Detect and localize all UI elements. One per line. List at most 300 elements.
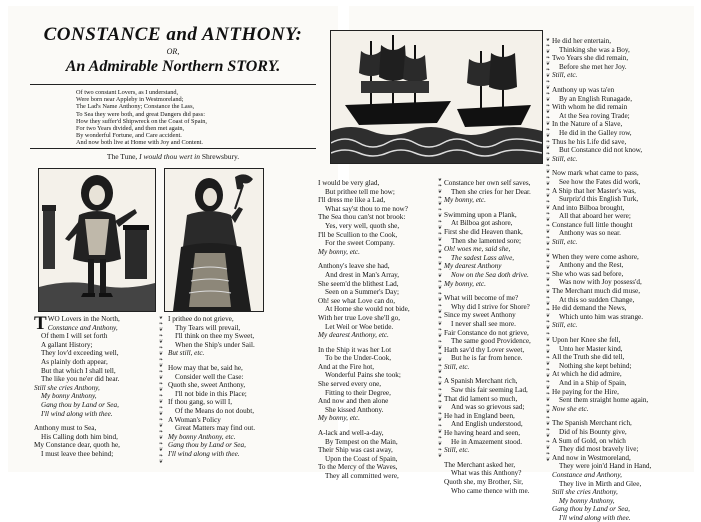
verse-text: And now and then alone [318,397,389,406]
verse-line [34,384,158,393]
verse-text: What say'st thou to me now? [325,204,408,213]
verse-text: Still she cries Anthony, [552,488,618,497]
verse-text: Constance her own self saves, [444,179,531,187]
verse-line [444,303,544,312]
verse-line [34,433,158,442]
verse-text: They did most bravely live; [559,445,639,454]
summary-line: Were born near Appleby in Westmoreland; [76,96,184,104]
verse-text: My dearest Anthony [444,262,502,271]
verse-text: At Bilboa got ashore, [451,219,513,228]
verse-text: They live in Mirth and Glee, [559,479,642,488]
verse-line [552,46,686,55]
ballad-subtitle: An Admirable Northern STORY. [65,58,281,75]
verse-text: Anthony's leave she had, [318,262,390,271]
ballad-title: CONSTANCE and ANTHONY: [43,24,303,45]
verse-text: My bonny, etc. [444,196,486,205]
verse-text: And into Bilboa brought, [552,203,625,212]
verse-text: A Spanish Merchant rich, [444,377,518,386]
verse-text: Upon the Coast of Spain, [325,454,398,463]
verse-line [444,320,544,329]
verse-text: All the Truth she did tell, [552,353,625,362]
verse-line [552,304,686,313]
verse-text: Before she met her Joy. [559,62,627,71]
verse-text: Constance and Anthony, [552,470,622,479]
verse-line [444,228,544,237]
woodcut-ships-image [330,30,543,164]
verse-text: Thy Tears will prevail, [175,323,241,332]
verse-text: If thou gang, so will I, [168,398,233,407]
tune-line [8,152,338,161]
verse-text: When the Ship's under Sail. [175,340,255,349]
verse-text: Still, etc. [444,362,470,371]
verse-text: Anthony up was ta'en [552,85,615,94]
verse-text: Now mark what came to pass, [552,169,639,178]
verse-text: Let Weil or Woe betide. [325,322,394,331]
verse-line [552,321,686,330]
verse-line [318,414,442,423]
verse-text: Still, etc. [552,321,578,330]
verse-text: The Merchant much did muse, [552,287,641,296]
verse-line [318,205,442,214]
verse-text: My bonny, etc. [318,247,360,256]
verse-text: Of the Means do not doubt, [175,406,255,415]
verse-line [552,445,686,454]
verse-text: Who came thence with me. [451,486,530,495]
verse-line [444,311,544,320]
verse-text: They were join'd Hand in Hand, [559,462,652,471]
verse-line [444,461,544,470]
verse-line [552,471,686,480]
verse-text: With whom he did remain [552,103,628,112]
verse-line [552,112,686,121]
summary-line: For two Years divided, and then met again, [76,125,185,133]
verse-text: My bonny, etc. [444,279,486,288]
verse-text: To be the Under-Cook, [325,354,392,363]
verse-line [552,488,686,497]
verse-line [552,379,686,388]
verse-text: That did lament so much, [444,394,518,403]
verse-line [168,407,296,416]
verse-text: I would be very glad, [318,179,380,187]
verse-line [552,95,686,104]
verse-line [552,129,686,138]
verse-line [552,221,686,230]
verse-line [444,363,544,372]
verse-line [168,416,296,425]
verse-line [318,354,442,363]
verse-text: By an English Runagade, [559,94,633,103]
verse-text: My bonny Anthony, [41,392,97,401]
verse-text: He in Amazement stood. [451,437,523,446]
verse-line [552,396,686,405]
verse-line [444,446,544,455]
verse-line [168,390,296,399]
verse-line [168,373,296,382]
verse-line [318,429,442,438]
verse-line [552,146,686,155]
verse-line [552,370,686,379]
verse-line [34,349,158,358]
verse-text: The like you ne'er did hear. [41,375,120,384]
verse-line [444,337,544,346]
divider-rule [30,84,316,85]
verse-text: Still, etc. [552,154,578,163]
verse-line [34,410,158,419]
tune-place: Shrewsbury. [201,152,240,161]
verse-text: I must leave thee behind; [41,449,114,458]
verse-line [552,212,686,221]
verse-column-3 [318,179,442,481]
summary-line: And now both live at Home with Joy and Content. [76,139,203,147]
verse-line [34,450,158,459]
verse-line [444,377,544,386]
verse-text: Since my sweet Anthony [444,311,516,320]
verse-line [318,446,442,455]
verse-line [552,37,686,46]
verse-text: And drest in Man's Array, [325,270,400,279]
verse-text: At which he did admire, [552,370,622,379]
verse-line [444,271,544,280]
verse-line [444,254,544,263]
verse-line [318,271,442,280]
verse-text: He did her entertain, [552,37,612,45]
verse-line [168,364,296,373]
verse-text: My bonny Anthony, [559,496,615,505]
verse-line [552,155,686,164]
verse-text: What was this Anthony? [451,469,522,478]
verse-line [34,341,158,350]
summary-line: The Lad's Name Anthony; Constance the Lass, [76,103,195,111]
verse-text: I'll wind along with thee. [168,449,240,458]
verse-text: Still, etc. [552,238,578,247]
verse-line [444,429,544,438]
verse-text: But still, etc. [168,349,205,358]
verse-line [552,428,686,437]
verse-line [168,433,296,442]
verse-line [318,188,442,197]
verse-text: With her true Love she'll go, [318,313,401,322]
verse-text: Yes, very well, quoth she, [325,221,400,230]
verse-text: They all committed were, [325,472,399,480]
verse-line [552,54,686,63]
verse-text: Gang thou by Land or Sea, [41,400,119,409]
verse-line [444,403,544,412]
ornament-border: ❦ ❧ ❦ ❧ ❦ ❧ ❦ ❧ ❦ ❧ ❦ ❧ ❦ ❧ ❦ ❧ ❦ ❧ ❦ ❧ ❦ ❧ ❦ ❧ ❦ ❧ ❦ ❧ ❦ ❧ ❦ ❧ ❦ ❧ ❦ ❧ ❦ ❧ ❦ ❧ ❦ ❧ ❦ ❧ ❦ ❧ ❦ [437,178,443,459]
verse-text: He did demand the News, [552,304,627,313]
verse-text: Two Years she did remain, [552,54,629,63]
verse-text: I'll wind along with thee. [41,409,113,418]
tune-name: I would thou wert in [139,152,201,161]
verse-text: A Sum of Gold, on which [552,436,626,445]
verse-text: Fitting to their Degree, [325,388,391,397]
verse-text: Thinking she was a Boy, [559,45,630,54]
verse-text: Of them I will set forth [41,332,108,341]
verse-line [34,441,158,450]
verse-line [168,450,296,459]
verse-line [318,213,442,222]
verse-line [552,86,686,95]
verse-text: The Sea thou can'st not brook: [318,213,406,222]
summary-verse [76,89,296,147]
verse-line [552,204,686,213]
verse-text: How may that be, said he, [168,363,243,372]
verse-text: And was so grievous sad; [451,403,525,412]
verse-text: When they were come ashore, [552,252,639,261]
verse-line [552,497,686,506]
verse-line [34,367,158,376]
verse-text: Then she cries for her Dear. [451,187,531,196]
verse-text: In the Ship it was her Lot [318,345,392,354]
verse-text: A Woman's Policy [168,415,221,424]
verse-text: At the Sea roving Trade; [559,111,630,120]
verse-text: Why did I strive for Shore? [451,302,530,311]
summary-line: To Sea they were both, and great Dangers did pass: [76,110,205,118]
verse-text: I'll dress me like a Lad, [318,196,386,205]
verse-line [444,262,544,271]
verse-line [444,487,544,496]
verse-line [552,462,686,471]
verse-line [552,514,686,522]
verse-text: By Tempest on the Main, [325,437,398,446]
verse-text: Gang thou by Land or Sea, [168,441,246,450]
summary-line: By wonderful Fortune, and Care accident. [76,132,182,140]
verse-text: First she did Heaven thank, [444,227,523,236]
verse-text: Anthony must to Sea, [34,424,97,433]
verse-line [444,329,544,338]
verse-line [444,294,544,303]
verse-line [318,305,442,314]
verse-line [552,388,686,397]
verse-text: He had in England been, [444,411,515,420]
verse-text: A Ship that her Master's was, [552,186,636,195]
verse-text: I'll be Scullion to the Cook, [318,230,398,239]
verse-line [552,353,686,362]
verse-line [168,398,296,407]
verse-line [318,371,442,380]
ornament-border: ❦ ❧ ❦ ❧ ❦ ❧ ❦ ❧ ❦ ❧ ❦ ❧ ❦ ❧ ❦ ❧ ❦ ❧ ❦ ❧ ❦ ❧ ❦ ❧ ❦ ❧ ❦ ❧ ❦ ❧ ❦ ❧ ❦ ❧ ❦ ❧ ❦ ❧ ❦ ❧ ❦ ❧ ❦ ❧ ❦ ❧ ❦ ❧ ❦ ❧ ❦ ❧ ❦ ❧ ❦ ❧ ❦ ❧ ❦ ❧ ❦ ❧ ❦ ❧ ❦ ❧ ❦ ❧ ❦ ❧ ❦ [545,38,551,463]
verse-line [444,188,544,197]
verse-line [552,480,686,489]
verse-text: But that which I shall tell, [41,366,116,375]
verse-text: She seem'd the blithest Lad, [318,279,399,288]
verse-text: Their Ship was cast away, [318,446,393,455]
verse-text: I never shall see more. [451,319,516,328]
verse-line [552,278,686,287]
verse-line [552,437,686,446]
verse-line [34,401,158,410]
verse-text: All that aboard her were; [559,212,631,221]
verse-line [552,454,686,463]
verse-text: The Merchant asked her, [444,460,516,469]
verse-line [34,375,158,384]
verse-line [318,463,442,472]
verse-text: Which unto him was strange. [559,312,644,321]
verse-text: Sent them straight home again, [559,396,649,405]
verse-text: Still, etc. [552,71,578,80]
verse-text: They lov'd exceeding well, [41,349,119,358]
verse-line [318,363,442,372]
verse-column-2 [168,315,296,459]
verse-text: The Spanish Merchant rich, [552,419,632,428]
verse-text: I'll think on thee my Sweet, [175,332,255,341]
verse-text: Upon her Knee she fell, [552,336,621,344]
verse-text: Constance and Anthony, [47,323,118,332]
verse-line [552,261,686,270]
verse-line [552,287,686,296]
verse-text: My bonny Anthony, etc. [168,432,236,441]
verse-line [552,270,686,279]
verse-line [552,505,686,514]
verse-line [318,397,442,406]
summary-line: Of two constant Lovers, as I understand, [76,89,179,96]
verse-text: He paying for the Hire, [552,387,619,396]
verse-text: And in a Ship of Spain, [559,378,627,387]
verse-text: What will become of me? [444,294,519,303]
verse-line [318,331,442,340]
verse-line [444,412,544,421]
verse-line [552,229,686,238]
verse-line [444,438,544,447]
verse-text: To the Mercy of the Waves, [318,463,398,472]
verse-line [168,332,296,341]
verse-line [168,381,296,390]
verse-line [552,296,686,305]
verse-line [552,71,686,80]
verse-line [552,63,686,72]
verse-line [318,248,442,257]
verse-line [552,345,686,354]
verse-text: Now on the Sea doth drive. [451,270,529,279]
verse-line [318,179,442,188]
verse-text: Oh! woes me, said she, [444,245,511,254]
verse-line [444,354,544,363]
verse-line [552,362,686,371]
verse-line [168,441,296,450]
verse-line [318,455,442,464]
verse-text: I prithee do not grieve, [168,315,234,323]
verse-line [444,237,544,246]
verse-text: Unto her Master kind, [559,344,623,353]
verse-line [318,389,442,398]
verse-text: I'll not bide in this Place; [175,389,247,398]
verse-text: The sadest Lass alive, [451,253,515,262]
verse-column-5 [552,37,686,522]
verse-text: She kissed Anthony. [325,405,384,414]
verse-text: But he is far from hence. [451,354,523,363]
verse-line [444,469,544,478]
verse-text: Still, etc. [444,446,470,455]
verse-text: Saw this fair seeming Lad, [451,386,528,395]
verse-text: At this so sudden Change, [559,295,635,304]
verse-line [318,438,442,447]
verse-line [34,332,158,341]
verse-line [168,315,296,324]
verse-text: Thus he his Life did save, [552,137,627,146]
verse-text: Now she etc. [552,404,589,413]
verse-text: A gallant History; [41,340,93,349]
verse-text: She served every one, [318,380,382,389]
verse-line [318,472,442,481]
verse-text: Hath sav'd thy Lover sweet, [444,345,525,354]
verse-line [318,262,442,271]
verse-text: My dearest Anthony, etc. [318,331,389,340]
verse-text: The same good Providence, [451,337,531,346]
verse-text: He did in the Galley row, [559,128,632,137]
verse-line [318,288,442,297]
verse-text: Seen on a Summer's Day; [325,288,399,297]
verse-line [444,420,544,429]
divider-rule [30,148,316,149]
verse-line [552,120,686,129]
verse-text: My Constance dear, quoth he, [34,441,120,450]
verse-text: Was now with Joy possess'd, [559,278,642,287]
verse-text: I'll wind along with thee. [559,513,631,522]
verse-line [34,392,158,401]
verse-line [318,380,442,389]
verse-text: Consider well the Case: [175,372,244,381]
verse-line [168,349,296,358]
verse-line [318,280,442,289]
verse-line [318,314,442,323]
verse-line [444,179,544,188]
verse-text: But prithee tell me how; [325,187,395,196]
verse-column-1 [34,315,158,459]
verse-line [552,187,686,196]
verse-text: She who was sad before, [552,269,624,278]
verse-text: Oh! see what Love can do, [318,296,396,305]
verse-line [444,386,544,395]
verse-text: Anthony and the Rest, [559,261,624,270]
verse-line [552,336,686,345]
verse-text: He having heard and seen, [444,429,521,438]
verse-text: At Home she would not bide, [325,305,410,314]
verse-text: His Calling doth him bind, [41,432,118,441]
verse-column-4 [444,179,544,495]
verse-line [552,405,686,414]
verse-line [318,231,442,240]
verse-line [444,196,544,205]
verse-text: Still she cries Anthony, [34,383,100,392]
title-or: OR, [166,47,180,56]
verse-line [168,424,296,433]
verse-line [444,280,544,289]
verse-text: Wonderful Pains she took; [325,371,401,380]
verse-line [552,313,686,322]
verse-text: Nothing she kept behind; [559,361,632,370]
verse-text: Great Matters may find out. [175,424,256,433]
verse-line [318,222,442,231]
verse-line [552,195,686,204]
verse-line [552,419,686,428]
verse-text: Quoth she, sweet Anthony, [168,381,246,390]
woodcut-lady-image [164,168,264,312]
verse-text: And at the Fire hot, [318,362,375,371]
woodcut-gentleman-image [38,168,156,312]
verse-text: For the sweet Company. [325,239,395,248]
verse-line [318,297,442,306]
summary-line: How they suffer'd Shipwreck on the Coast of Spain, [76,117,207,125]
left-page [8,6,338,472]
verse-text: And English understood, [451,420,523,429]
verse-line [318,406,442,415]
verse-text: Quoth she, my Brother, Sir, [444,478,524,486]
drop-cap: T [34,313,47,334]
verse-text: As plainly doth appear, [41,357,108,366]
verse-line [552,178,686,187]
verse-text: In the Nature of a Slave, [552,120,623,129]
verse-line [34,324,158,333]
verse-line [168,324,296,333]
